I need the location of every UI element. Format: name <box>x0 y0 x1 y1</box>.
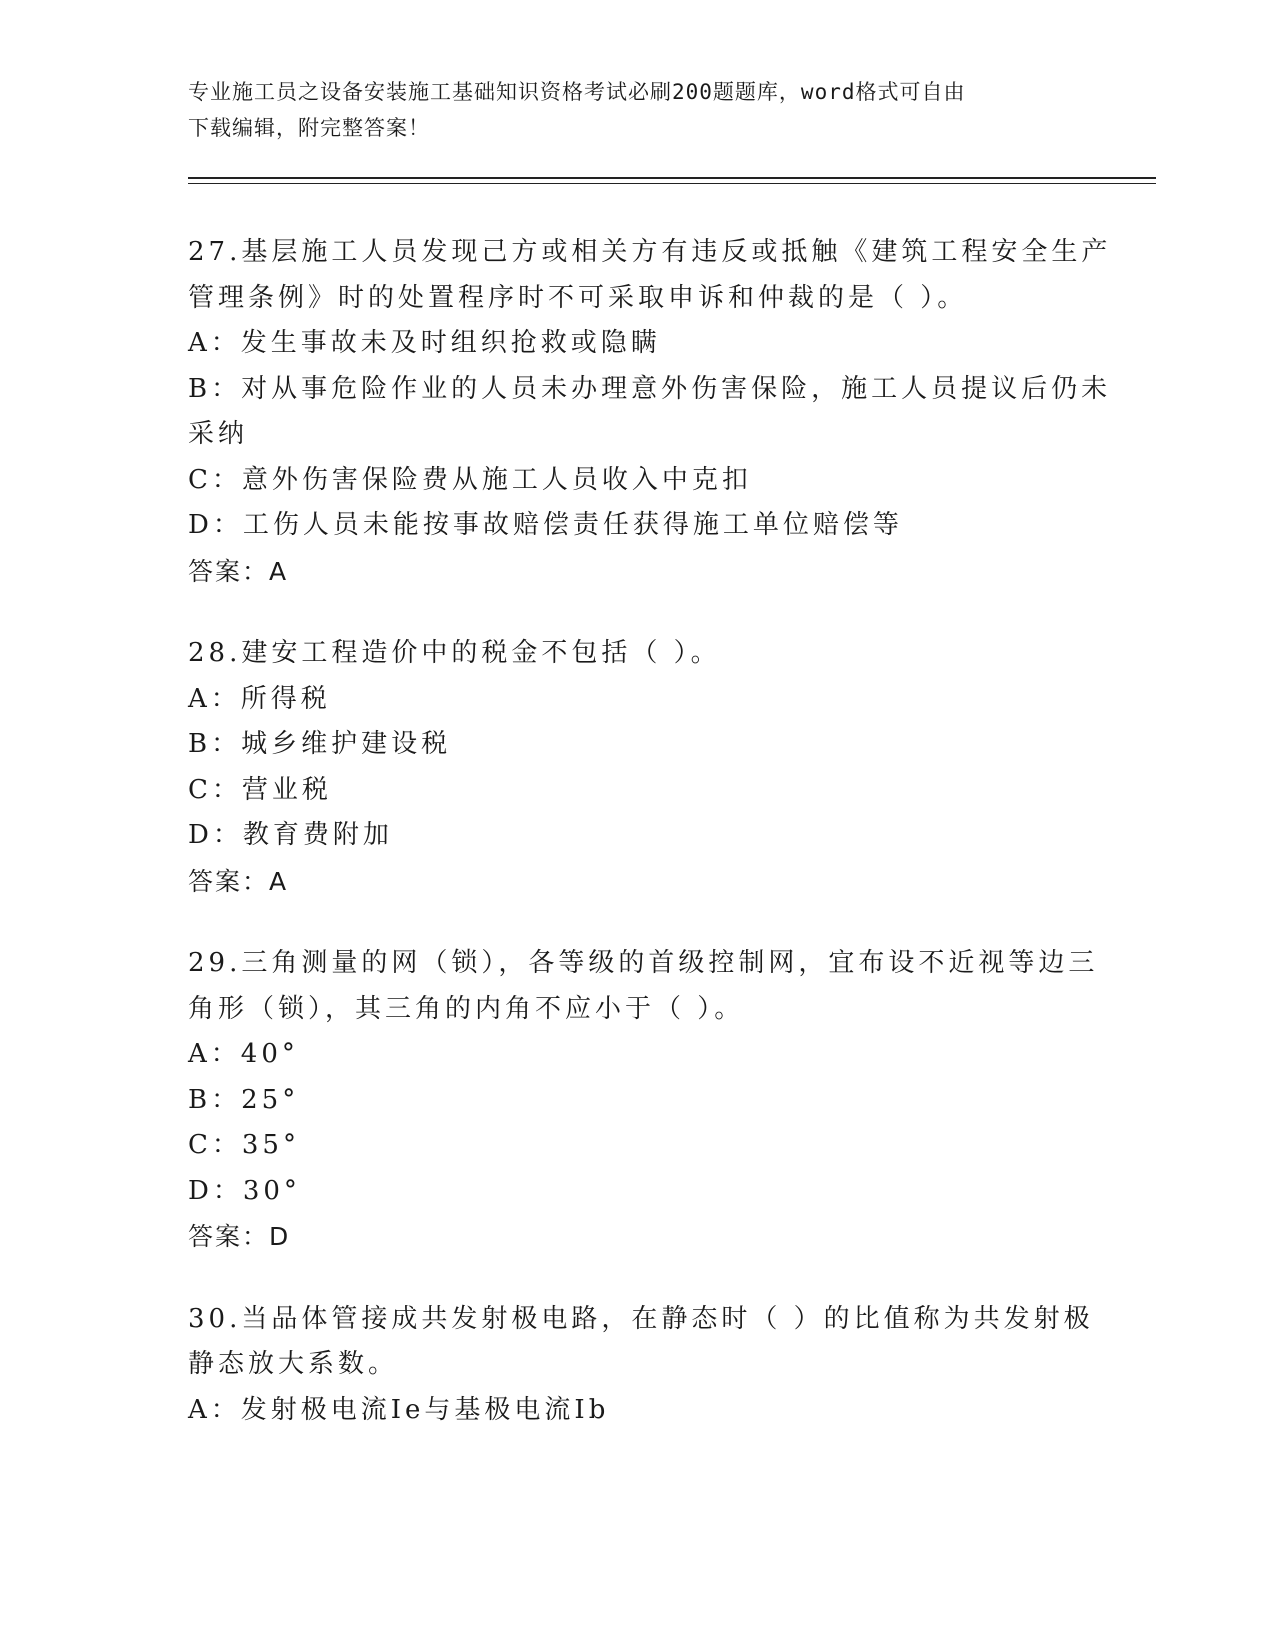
option-d: D：教育费附加 <box>188 820 393 850</box>
option-a: A：发生事故未及时组织抢救或隐瞒 <box>188 328 661 358</box>
question-text: 管理条例》时的处置程序时不可采取申诉和仲裁的是（ ）。 <box>188 282 968 313</box>
question-29 <box>188 941 1099 1260</box>
option-b: B：对从事危险作业的人员未办理意外伤害保险，施工人员提议后仍未 <box>188 373 1112 404</box>
question-text: 30.当品体管接成共发射极电路，在静态时（ ）的比值称为共发射极 <box>188 1303 1094 1334</box>
question-text: 29.三角测量的网（锁），各等级的首级控制网，宜布设不近视等边三 <box>188 948 1099 978</box>
header-divider-thin <box>188 183 1156 184</box>
option-d: D：30° <box>188 1175 301 1206</box>
option-a: A：40° <box>188 1039 299 1069</box>
option-c: C：35° <box>188 1130 300 1160</box>
header-divider-thick <box>188 177 1156 179</box>
question-text: 27.基层施工人员发现己方或相关方有违反或抵触《建筑工程安全生产 <box>188 237 1112 267</box>
question-list <box>188 230 1112 1470</box>
document-header <box>188 74 1068 146</box>
question-text: 角形（锁），其三角的内角不应小于（ ）。 <box>188 993 745 1024</box>
option-a: A：所得税 <box>188 683 331 714</box>
option-b: B：城乡维护建设税 <box>188 729 452 759</box>
answer: 答案：A <box>188 866 289 896</box>
header-line-2: 下载编辑，附完整答案！ <box>188 116 430 140</box>
question-30 <box>188 1297 1094 1434</box>
answer: 答案：A <box>188 556 289 586</box>
question-27 <box>188 230 1112 594</box>
header-line-1: 专业施工员之设备安装施工基础知识资格考试必刷200题题库，word格式可自由 <box>188 80 966 104</box>
option-d: D：工伤人员未能按事故赔偿责任获得施工单位赔偿等 <box>188 510 903 540</box>
answer: 答案：D <box>188 1222 291 1251</box>
question-text: 静态放大系数。 <box>188 1349 399 1379</box>
option-b: B：25° <box>188 1084 300 1115</box>
question-28 <box>188 631 1088 904</box>
option-b-continued: 采纳 <box>188 419 249 449</box>
option-c: C：意外伤害保险费从施工人员收入中克扣 <box>188 464 752 495</box>
question-text: 28.建安工程造价中的税金不包括（ ）。 <box>188 638 721 668</box>
option-c: C：营业税 <box>188 774 332 805</box>
option-a: A：发射极电流Ie与基极电流Ib <box>188 1394 610 1425</box>
